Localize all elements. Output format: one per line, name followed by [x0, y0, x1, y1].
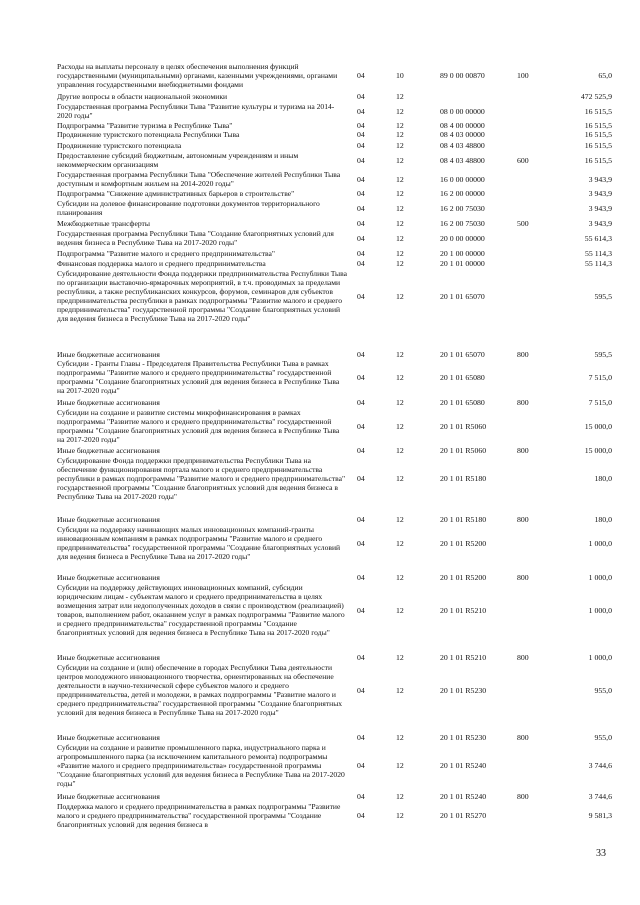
row-name: Иные бюджетные ассигнования — [57, 515, 160, 524]
expense-type-code: 800 — [517, 446, 529, 455]
section-code: 04 — [357, 233, 365, 243]
amount: 16 515,5 — [584, 121, 612, 130]
subsection-code: 12 — [396, 515, 404, 524]
subsection-code: 12 — [396, 174, 404, 184]
subsection-code: 12 — [396, 733, 404, 742]
subsection-code: 12 — [396, 92, 404, 101]
amount: 7 515,0 — [588, 398, 612, 407]
subsection-code: 12 — [396, 761, 404, 770]
target-article-code: 20 1 01 65070 — [440, 291, 485, 301]
row-name: Субсидии на создание и (или) обеспечение в городах Республики Тыва деятельности центров молодежного инновационного творчества, ориентированных на обеспечение деятельности в научно-технической сфере субъектов малого и среднего предпринимательства, детей и молодежи, в рамках подпрограммы "Развитие малого и среднего предпринимательства" государственной программы "Создание благоприятных условий для ведения бизнеса в Республике Тыва на 2017-2020 годы" — [57, 663, 343, 717]
amount: 180,0 — [594, 474, 612, 483]
row-name: Предоставление субсидий бюджетным, автономным учреждениям и иным некоммерческим организациям — [57, 151, 299, 169]
section-code: 04 — [357, 350, 365, 359]
target-article-code: 20 1 01 00000 — [440, 259, 485, 268]
subsection-code: 12 — [396, 291, 404, 301]
subsection-code: 12 — [396, 811, 404, 820]
amount: 1 000,0 — [588, 653, 612, 662]
target-article-code: 08 4 00 00000 — [440, 121, 485, 130]
target-article-code: 20 1 01 R5180 — [440, 474, 487, 483]
target-article-code: 08 4 03 48800 — [440, 155, 485, 165]
row-name: Продвижение туристского потенциала — [57, 141, 182, 150]
target-article-code: 20 1 01 R5060 — [440, 446, 487, 455]
section-code: 04 — [357, 249, 365, 258]
amount: 3 744,6 — [588, 792, 612, 801]
section-code: 04 — [357, 92, 365, 101]
target-article-code: 89 0 00 00870 — [440, 71, 485, 80]
expense-type-code: 100 — [517, 71, 529, 80]
row-name: Иные бюджетные ассигнования — [57, 446, 160, 455]
subsection-code: 12 — [396, 233, 404, 243]
amount: 16 515,5 — [584, 130, 612, 139]
row-name: Иные бюджетные ассигнования — [57, 573, 160, 582]
amount: 1 000,0 — [588, 605, 612, 615]
row-name: Государственная программа Республики Тыва "Обеспечение жителей Республики Тыва доступным и комфортным жильем на 2014-2020 годы" — [57, 170, 341, 188]
row-name: Иные бюджетные ассигнования — [57, 398, 160, 407]
section-code: 04 — [357, 474, 365, 483]
subsection-code: 12 — [396, 421, 404, 431]
expense-type-code: 800 — [517, 792, 529, 801]
subsection-code: 12 — [396, 605, 404, 615]
target-article-code: 08 4 03 48800 — [440, 141, 485, 150]
subsection-code: 12 — [396, 203, 404, 213]
amount: 16 515,5 — [584, 155, 612, 165]
row-name: Государственная программа Республики Тыва "Создание благоприятных условий для ведения бизнеса в Республике Тыва на 2017-2020 годы" — [57, 229, 334, 247]
row-name: Иные бюджетные ассигнования — [57, 350, 160, 359]
target-article-code: 20 1 01 R5200 — [440, 573, 487, 582]
section-code: 04 — [357, 761, 365, 770]
row-name: Государственная программа Республики Тыва "Развитие культуры и туризма на 2014-2020 годы" — [57, 102, 335, 120]
row-name: Субсидии на создание и развитие промышленного парка, индустриального парка и агропромышленного парка (за исключением капитального ремонта) подпрограммы «Развитие малого и среднего предпринимательства» государственной программы "Создание благоприятных условий для ведения бизнеса в Республике Тыва на 2017-2020 годы" — [57, 743, 345, 788]
target-article-code: 20 1 01 65080 — [440, 372, 485, 382]
expense-type-code: 500 — [517, 219, 529, 228]
expense-type-code: 800 — [517, 573, 529, 582]
subsection-code: 10 — [396, 71, 404, 80]
section-code: 04 — [357, 219, 365, 228]
section-code: 04 — [357, 121, 365, 130]
row-name: Субсидирование Фонда поддержки предпринимательства Республики Тыва на обеспечение функционирования портала малого и среднего предпринимательства республики в рамках подпрограммы "Развитие малого и среднего предпринимательства" государственной программы "Создание благоприятных условий для ведения бизнеса в Республике Тыва на 2017-2020 годы" — [57, 456, 346, 501]
expense-type-code: 800 — [517, 398, 529, 407]
subsection-code: 12 — [396, 219, 404, 228]
section-code: 04 — [357, 106, 365, 116]
target-article-code: 08 0 00 00000 — [440, 106, 485, 116]
row-name: Иные бюджетные ассигнования — [57, 733, 160, 742]
subsection-code: 12 — [396, 189, 404, 198]
page-number: 33 — [596, 848, 606, 859]
target-article-code: 20 1 01 R5240 — [440, 761, 487, 770]
subsection-code: 12 — [396, 259, 404, 268]
subsection-code: 12 — [396, 538, 404, 548]
subsection-code: 12 — [396, 398, 404, 407]
target-article-code: 20 1 01 R5210 — [440, 653, 487, 662]
target-article-code: 16 2 00 75030 — [440, 219, 485, 228]
expense-type-code: 800 — [517, 515, 529, 524]
row-name: Межбюджетные трансферты — [57, 219, 150, 228]
amount: 3 943,9 — [588, 189, 612, 198]
row-name: Подпрограмма "Снижение административных барьеров в строительстве" — [57, 189, 295, 198]
row-name: Субсидии - Гранты Главы - Председателя Правительства Республики Тыва в рамках подпрограммы "Развитие малого и среднего предпринимательства" государственной программы "Создание благоприятных условий для ведения бизнеса в Республике Тыва на 2017-2020 годы" — [57, 359, 340, 395]
target-article-code: 20 1 01 R5270 — [440, 811, 487, 820]
subsection-code: 12 — [396, 372, 404, 382]
section-code: 04 — [357, 372, 365, 382]
subsection-code: 12 — [396, 350, 404, 359]
section-code: 04 — [357, 792, 365, 801]
section-code: 04 — [357, 71, 365, 80]
amount: 955,0 — [594, 685, 612, 695]
section-code: 04 — [357, 130, 365, 139]
row-name: Субсидирование деятельности Фонда поддержки предпринимательства Республики Тыва по организации выставочно-ярмарочных мероприятий, в т.ч. проводимых за пределами республики, а также республиканских конкурсов, форумов, семинаров для субъектов предпринимательства республики в рамках подпрограммы "Развитие малого и среднего предпринимательства" государственной программы "Создание благоприятных условий для ведения бизнеса в Республике Тыва на 2017-2020 годы" — [57, 269, 348, 323]
amount: 3 943,9 — [588, 174, 612, 184]
expense-type-code: 800 — [517, 653, 529, 662]
subsection-code: 12 — [396, 121, 404, 130]
amount: 16 515,5 — [584, 106, 612, 116]
amount: 55 614,3 — [584, 233, 612, 243]
section-code: 04 — [357, 421, 365, 431]
subsection-code: 12 — [396, 653, 404, 662]
target-article-code: 20 1 01 R5210 — [440, 605, 487, 615]
row-name: Иные бюджетные ассигнования — [57, 653, 160, 662]
section-code: 04 — [357, 398, 365, 407]
target-article-code: 20 1 01 65070 — [440, 350, 485, 359]
amount: 3 943,9 — [588, 203, 612, 213]
subsection-code: 12 — [396, 685, 404, 695]
subsection-code: 12 — [396, 106, 404, 116]
amount: 3 744,6 — [588, 761, 612, 770]
section-code: 04 — [357, 446, 365, 455]
target-article-code: 16 2 00 75030 — [440, 203, 485, 213]
amount: 15 000,0 — [584, 421, 612, 431]
target-article-code: 08 4 03 00000 — [440, 130, 485, 139]
row-name: Расходы на выплаты персоналу в целях обеспечения выполнения функций государственными (муниципальными) органами, казенными учреждениями, органами управления государственными внебюджетными фондами — [57, 62, 338, 89]
amount: 16 515,5 — [584, 141, 612, 150]
amount: 7 515,0 — [588, 372, 612, 382]
expense-type-code: 600 — [517, 155, 529, 165]
amount: 15 000,0 — [584, 446, 612, 455]
amount: 595,5 — [594, 350, 612, 359]
row-name: Субсидии на создание и развитие системы микрофинансирования в рамках подпрограммы "Развитие малого и среднего предпринимательства" государственной программы "Создание благоприятных условий для ведения бизнеса в Республике Тыва на 2017-2020 годы" — [57, 408, 340, 444]
expense-type-code: 800 — [517, 350, 529, 359]
section-code: 04 — [357, 174, 365, 184]
target-article-code: 20 1 01 R5230 — [440, 685, 487, 695]
section-code: 04 — [357, 189, 365, 198]
row-name: Другие вопросы в области национальной экономики — [57, 92, 228, 101]
row-name: Субсидии на долевое финансирование подготовки документов территориального планирования — [57, 199, 320, 217]
amount: 955,0 — [594, 733, 612, 742]
section-code: 04 — [357, 733, 365, 742]
target-article-code: 20 1 01 65080 — [440, 398, 485, 407]
row-name: Иные бюджетные ассигнования — [57, 792, 160, 801]
amount: 55 114,3 — [585, 249, 612, 258]
row-name: Подпрограмма "Развитие малого и среднего предпринимательства" — [57, 249, 275, 258]
amount: 55 114,3 — [585, 259, 612, 268]
section-code: 04 — [357, 685, 365, 695]
row-name: Подпрограмма "Развитие туризма в Республике Тыва" — [57, 121, 233, 130]
section-code: 04 — [357, 605, 365, 615]
row-name: Финансовая поддержка малого и среднего предпринимательства — [57, 259, 266, 268]
target-article-code: 20 0 00 00000 — [440, 233, 485, 243]
target-article-code: 20 1 00 00000 — [440, 249, 485, 258]
section-code: 04 — [357, 573, 365, 582]
section-code: 04 — [357, 653, 365, 662]
row-name: Продвижение туристского потенциала Республики Тыва — [57, 130, 240, 139]
amount: 3 943,9 — [588, 219, 612, 228]
row-name: Поддержка малого и среднего предпринимательства в рамках подпрограммы "Развитие малого и среднего предпринимательства" государственной программы "Создание благоприятных условий для ведения бизнеса в — [57, 802, 341, 829]
subsection-code: 12 — [396, 446, 404, 455]
target-article-code: 20 1 01 R5200 — [440, 538, 487, 548]
target-article-code: 16 2 00 00000 — [440, 189, 485, 198]
amount: 1 000,0 — [588, 538, 612, 548]
subsection-code: 12 — [396, 141, 404, 150]
subsection-code: 12 — [396, 155, 404, 165]
amount: 472 525,9 — [580, 92, 612, 101]
section-code: 04 — [357, 538, 365, 548]
amount: 9 581,3 — [588, 811, 612, 820]
target-article-code: 20 1 01 R5240 — [440, 792, 487, 801]
section-code: 04 — [357, 259, 365, 268]
amount: 595,5 — [594, 291, 612, 301]
amount: 1 000,0 — [588, 573, 612, 582]
subsection-code: 12 — [396, 792, 404, 801]
subsection-code: 12 — [396, 130, 404, 139]
subsection-code: 12 — [396, 573, 404, 582]
target-article-code: 16 0 00 00000 — [440, 174, 485, 184]
expense-type-code: 800 — [517, 733, 529, 742]
section-code: 04 — [357, 515, 365, 524]
amount: 65,0 — [598, 71, 612, 80]
target-article-code: 20 1 01 R5230 — [440, 733, 487, 742]
section-code: 04 — [357, 291, 365, 301]
row-name: Субсидии на поддержку действующих инновационных компаний, субсидии юридическим лицам - субъектам малого и среднего предпринимательства в целях возмещения затрат или недополученных доходов в связи с производством (реализацией) товаров, выполнением работ, оказанием услуг в рамках подпрограммы "Развитие малого и среднего предпринимательства" государственной программы "Создание благоприятных условий для ведения бизнеса в Республике Тыва на 2017-2020 годы" — [57, 583, 345, 637]
target-article-code: 20 1 01 R5180 — [440, 515, 487, 524]
section-code: 04 — [357, 155, 365, 165]
subsection-code: 12 — [396, 474, 404, 483]
row-name: Субсидии на поддержку начинающих малых инновационных компаний-гранты инновационным компаниям в рамках подпрограммы "Развитие малого и среднего предпринимательства" государственной программы "Создание благоприятных условий для ведения бизнеса в Республике Тыва на 2017-2020 годы" — [57, 525, 341, 561]
section-code: 04 — [357, 141, 365, 150]
section-code: 04 — [357, 203, 365, 213]
amount: 180,0 — [594, 515, 612, 524]
section-code: 04 — [357, 811, 365, 820]
subsection-code: 12 — [396, 249, 404, 258]
target-article-code: 20 1 01 R5060 — [440, 421, 487, 431]
